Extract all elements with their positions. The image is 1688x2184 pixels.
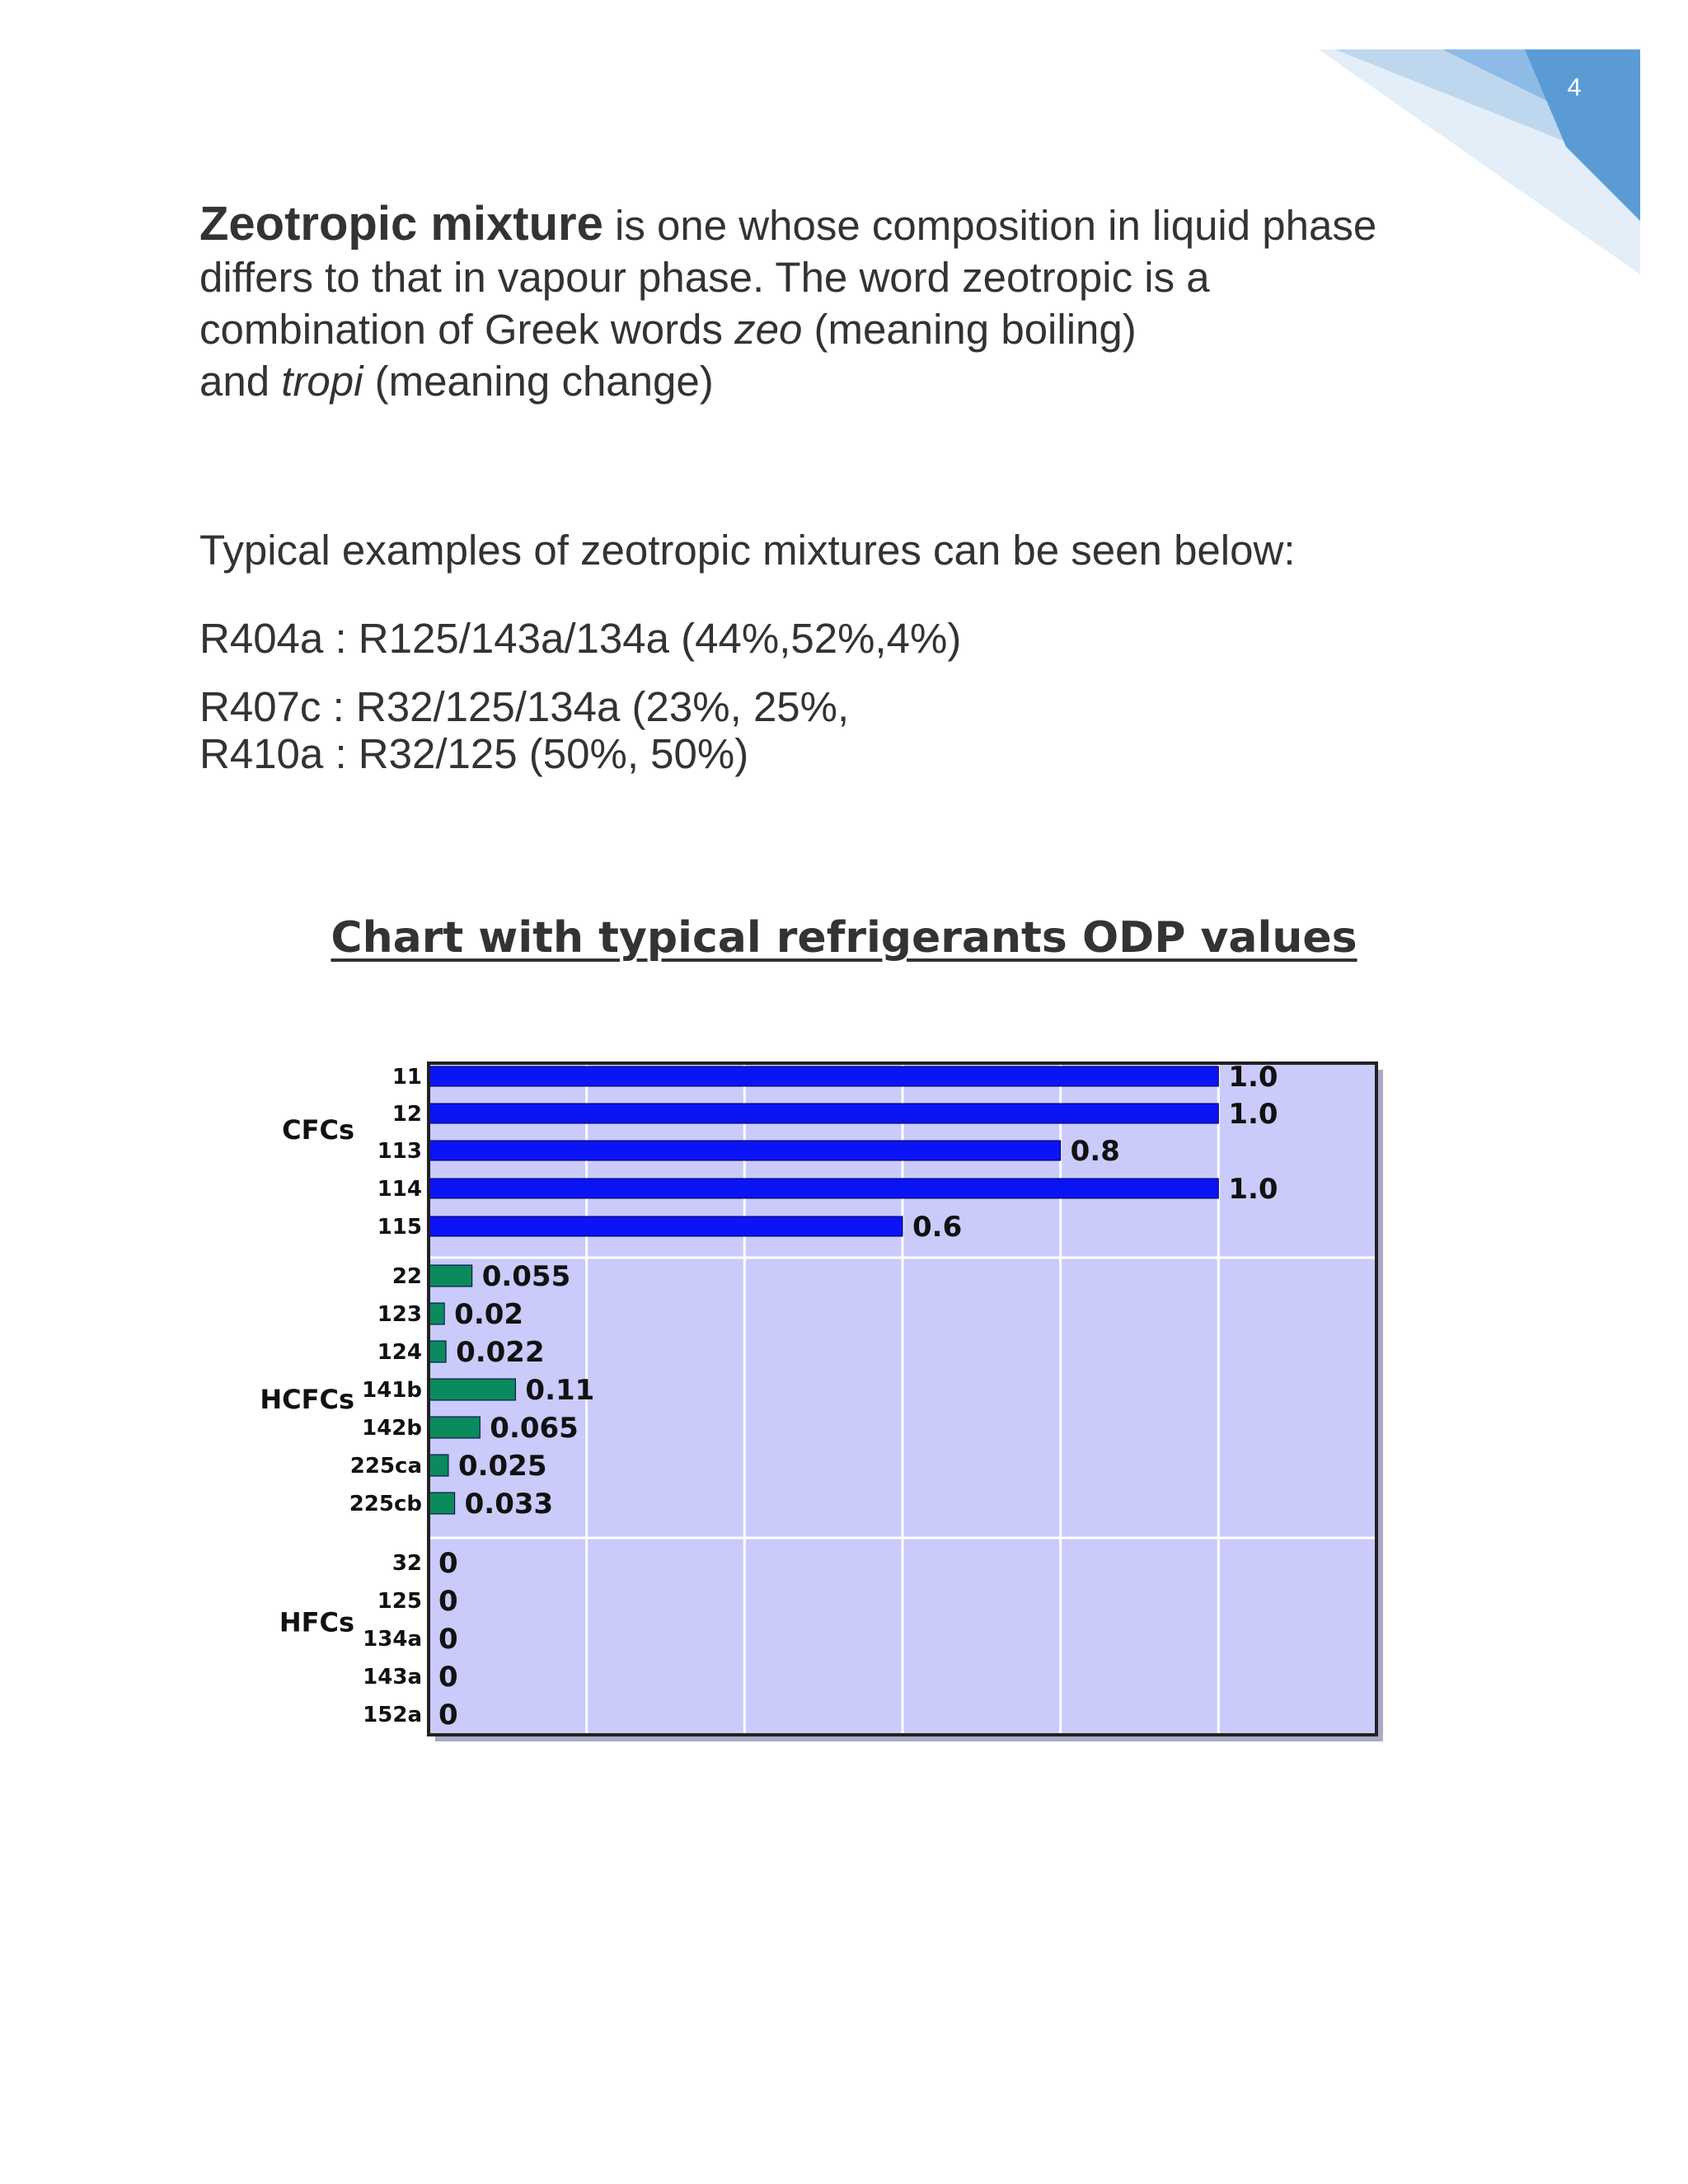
definition-line-4 — [199, 355, 1452, 407]
value-label-123: 0.02 — [454, 1298, 524, 1331]
category-label-124: 124 — [377, 1340, 422, 1365]
value-label-141b: 0.11 — [525, 1374, 595, 1407]
bar-hcfcs-124 — [429, 1341, 446, 1362]
category-label-141b: 141b — [362, 1378, 422, 1403]
value-label-113: 0.8 — [1070, 1135, 1120, 1168]
defined-term: Zeotropic mixture — [199, 197, 603, 251]
value-label-22: 0.055 — [481, 1260, 571, 1293]
bar-hcfcs-225ca — [429, 1455, 448, 1476]
example-r410a: R410a : R32/125 (50%, 50%) — [199, 730, 749, 777]
bar-cfcs-114 — [429, 1179, 1218, 1198]
definition-line-2: differs to that in vapour phase. The word zeotropic is a — [199, 254, 1210, 301]
bar-hcfcs-22 — [429, 1265, 472, 1286]
bar-cfcs-11 — [429, 1066, 1218, 1086]
bar-hcfcs-123 — [429, 1303, 444, 1324]
category-label-125: 125 — [377, 1589, 422, 1614]
bar-cfcs-115 — [429, 1216, 903, 1236]
value-label-32: 0 — [438, 1547, 458, 1580]
example-r404a: R404a : R125/143a/134a (44%,52%,4%) — [199, 615, 962, 662]
bar-cfcs-12 — [429, 1104, 1218, 1123]
definition-line-4-end: (meaning change) — [363, 358, 714, 405]
odp-chart-container — [223, 1047, 1393, 1755]
category-label-11: 11 — [392, 1065, 422, 1090]
value-label-152a: 0 — [438, 1699, 458, 1732]
definition-line-1-text: is one whose composition in liquid phase — [603, 202, 1377, 249]
zeotropic-definition-paragraph — [199, 198, 1452, 407]
category-label-152a: 152a — [363, 1703, 422, 1727]
group-label-hcfcs: HCFCs — [260, 1384, 354, 1415]
category-label-225cb: 225cb — [349, 1492, 422, 1516]
category-label-32: 32 — [392, 1551, 422, 1576]
definition-line-3-end: (meaning boiling) — [802, 306, 1137, 353]
definition-line-1 — [199, 198, 1452, 251]
value-label-124: 0.022 — [456, 1336, 545, 1369]
group-label-cfcs: CFCs — [282, 1114, 354, 1146]
value-label-125: 0 — [438, 1585, 458, 1618]
odp-bar-chart — [223, 1047, 1393, 1755]
category-label-143a: 143a — [363, 1665, 422, 1690]
category-label-225ca: 225ca — [349, 1454, 422, 1479]
bar-hcfcs-225cb — [429, 1493, 455, 1514]
value-label-12: 1.0 — [1228, 1098, 1278, 1131]
category-label-12: 12 — [392, 1102, 422, 1127]
value-label-142b: 0.065 — [490, 1412, 579, 1445]
category-label-142b: 142b — [362, 1416, 422, 1441]
bar-hcfcs-142b — [429, 1417, 480, 1438]
category-label-123: 123 — [377, 1302, 422, 1327]
greek-word-zeo: zeo — [734, 306, 803, 353]
bar-hcfcs-141b — [429, 1379, 515, 1400]
examples-list — [199, 614, 961, 779]
value-label-225ca: 0.025 — [457, 1450, 547, 1483]
definition-line-3 — [199, 303, 1452, 355]
value-label-134a: 0 — [438, 1623, 458, 1656]
value-label-11: 1.0 — [1228, 1061, 1278, 1094]
example-r407c: R407c : R32/125/134a (23%, 25%, — [199, 683, 850, 730]
value-label-225cb: 0.033 — [464, 1488, 554, 1521]
group-label-hfcs: HFCs — [279, 1606, 354, 1638]
page-number: 4 — [1567, 73, 1582, 101]
value-label-143a: 0 — [438, 1661, 458, 1694]
category-label-115: 115 — [377, 1215, 422, 1240]
category-label-114: 114 — [377, 1177, 422, 1202]
chart-title: Chart with typical refrigerants ODP values — [331, 913, 1357, 963]
greek-word-tropi: tropi — [281, 358, 363, 405]
definition-line-3-start: combination of Greek words — [199, 306, 735, 353]
examples-intro: Typical examples of zeotropic mixtures can be seen below: — [199, 527, 1296, 574]
category-label-134a: 134a — [363, 1627, 422, 1652]
bar-cfcs-113 — [429, 1141, 1061, 1160]
definition-line-4-start: and — [199, 358, 282, 405]
category-label-113: 113 — [377, 1139, 422, 1164]
value-label-114: 1.0 — [1228, 1173, 1278, 1206]
category-label-22: 22 — [392, 1264, 422, 1289]
value-label-115: 0.6 — [912, 1211, 963, 1244]
